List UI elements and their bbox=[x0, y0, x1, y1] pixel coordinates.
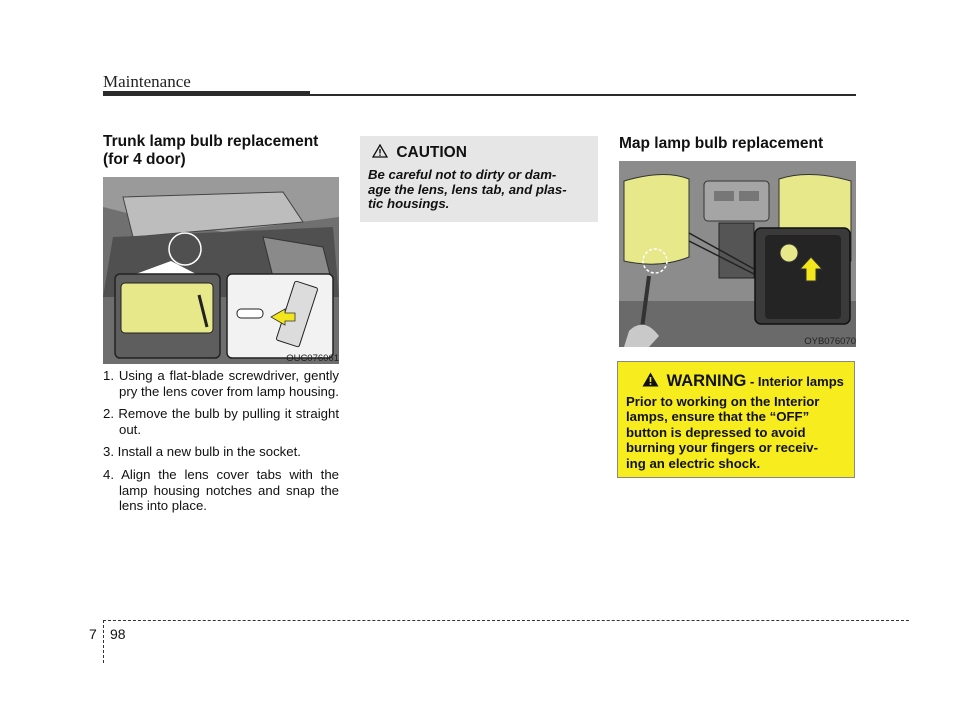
trunk-lamp-illustration bbox=[103, 177, 339, 364]
warning-line: Prior to working on the Interior bbox=[626, 394, 820, 409]
caution-heading bbox=[372, 144, 467, 162]
warning-line: lamps, ensure that the “OFF” bbox=[626, 409, 810, 425]
map-lamp-illustration bbox=[619, 161, 856, 347]
caution-text bbox=[368, 168, 592, 212]
map-lamp-title: Map lamp bulb replacement bbox=[619, 135, 824, 152]
caution-line: age the lens, lens tab, and plas- bbox=[368, 181, 567, 197]
step-item: 1. Using a flat-blade screwdriver, gently pry the lens cover from lamp housing. bbox=[103, 368, 339, 399]
warning-title: WARNING bbox=[666, 372, 747, 390]
warning-line: burning your fingers or receiv- bbox=[626, 440, 818, 456]
page-number: 98 bbox=[110, 626, 126, 642]
trunk-lamp-drawing bbox=[103, 177, 339, 364]
warning-subtitle: - Interior lamps bbox=[746, 374, 844, 389]
warning-triangle-icon bbox=[642, 372, 659, 387]
footer-dashed-rule bbox=[103, 620, 909, 621]
caution-line: tic housings. bbox=[368, 196, 450, 212]
trunk-image-caption: OUC076061 bbox=[286, 353, 339, 364]
warning-line: button is depressed to avoid bbox=[626, 424, 806, 440]
chapter-number: 7 bbox=[89, 626, 97, 642]
caution-box bbox=[360, 136, 598, 222]
caution-title: CAUTION bbox=[396, 144, 467, 161]
footer-dashed-divider bbox=[103, 620, 104, 663]
warning-line: ing an electric shock. bbox=[626, 455, 761, 471]
trunk-lamp-title-line2: (for 4 door) bbox=[103, 151, 186, 168]
header-rule-thin bbox=[310, 94, 856, 96]
trunk-lamp-steps bbox=[103, 368, 339, 521]
warning-box bbox=[617, 361, 855, 478]
map-lamp-drawing bbox=[619, 161, 856, 347]
step-item: 2. Remove the bulb by pulling it straight out. bbox=[103, 406, 339, 437]
caution-triangle-icon bbox=[372, 144, 388, 158]
trunk-lamp-title bbox=[103, 133, 318, 169]
running-header: Maintenance bbox=[103, 72, 191, 91]
caution-line: Be careful not to dirty or dam- bbox=[368, 167, 557, 182]
header-rule-thick bbox=[103, 91, 310, 96]
warning-heading bbox=[642, 372, 844, 391]
step-item: 3. Install a new bulb in the socket. bbox=[103, 444, 301, 460]
trunk-lamp-title-line1: Trunk lamp bulb replacement bbox=[103, 133, 319, 150]
step-item: 4. Align the lens cover tabs with the lamp housing notches and snap the lens into place. bbox=[103, 466, 339, 514]
warning-text bbox=[626, 394, 850, 471]
map-image-caption: OYB076070 bbox=[804, 336, 856, 347]
